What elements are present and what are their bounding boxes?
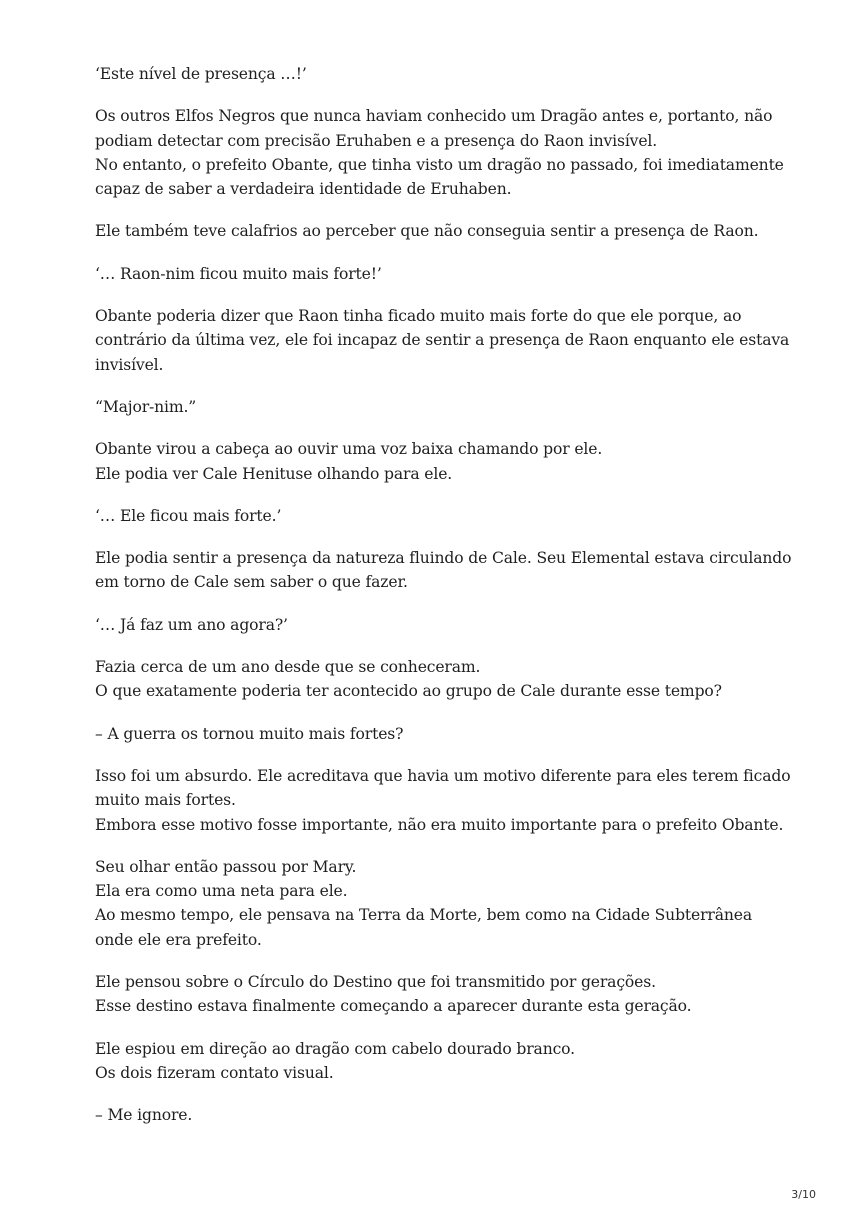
- paragraph: [95, 970, 795, 1019]
- paragraph: [95, 104, 795, 201]
- paragraph: [95, 395, 795, 419]
- text-line: podiam detectar com precisão Eruhaben e a presença do Raon invisível.: [95, 131, 658, 150]
- paragraph: [95, 262, 795, 286]
- text-line: “Major-nim.”: [95, 397, 197, 416]
- paragraph: [95, 1103, 795, 1127]
- document-body: [95, 62, 795, 1146]
- text-line: ‘… Já faz um ano agora?’: [95, 615, 288, 634]
- text-line: Seu olhar então passou por Mary.: [95, 857, 357, 876]
- text-line: Esse destino estava finalmente começando a aparecer durante esta geração.: [95, 997, 692, 1016]
- text-line: Ele podia sentir a presença da natureza fluindo de Cale. Seu Elemental estava circulando: [95, 549, 792, 568]
- text-line: invisível.: [95, 355, 164, 374]
- text-line: Ele podia ver Cale Henituse olhando para ele.: [95, 464, 453, 483]
- page-number: 3/10: [791, 1188, 816, 1201]
- text-line: Fazia cerca de um ano desde que se conheceram.: [95, 658, 481, 677]
- text-line: ‘… Raon-nim ficou muito mais forte!’: [95, 264, 382, 283]
- paragraph: [95, 855, 795, 952]
- text-line: Ao mesmo tempo, ele pensava na Terra da Morte, bem como na Cidade Subterrânea: [95, 906, 752, 925]
- paragraph: [95, 437, 795, 486]
- paragraph: [95, 764, 795, 837]
- paragraph: [95, 722, 795, 746]
- paragraph: [95, 546, 795, 595]
- text-line: – A guerra os tornou muito mais fortes?: [95, 724, 404, 743]
- paragraph: [95, 655, 795, 704]
- text-line: No entanto, o prefeito Obante, que tinha visto um dragão no passado, foi imediatamente: [95, 155, 784, 174]
- paragraph: [95, 304, 795, 377]
- paragraph: [95, 504, 795, 528]
- text-line: Obante poderia dizer que Raon tinha ficado muito mais forte do que ele porque, ao: [95, 307, 742, 326]
- text-line: Os dois fizeram contato visual.: [95, 1063, 334, 1082]
- text-line: Os outros Elfos Negros que nunca haviam conhecido um Dragão antes e, portanto, não: [95, 107, 773, 126]
- text-line: capaz de saber a verdadeira identidade de Eruhaben.: [95, 180, 512, 199]
- paragraph: [95, 613, 795, 637]
- text-line: contrário da última vez, ele foi incapaz de sentir a presença de Raon enquanto ele estava: [95, 331, 790, 350]
- text-line: Isso foi um absurdo. Ele acreditava que havia um motivo diferente para eles terem ficado: [95, 766, 791, 785]
- text-line: Ele também teve calafrios ao perceber que não conseguia sentir a presença de Raon.: [95, 222, 759, 241]
- text-line: – Me ignore.: [95, 1106, 193, 1125]
- text-line: muito mais fortes.: [95, 791, 236, 810]
- text-line: Ela era como uma neta para ele.: [95, 882, 348, 901]
- text-line: Ele pensou sobre o Círculo do Destino que foi transmitido por gerações.: [95, 973, 656, 992]
- text-line: ‘Este nível de presença …!’: [95, 65, 307, 83]
- text-line: Obante virou a cabeça ao ouvir uma voz baixa chamando por ele.: [95, 440, 603, 459]
- text-line: onde ele era prefeito.: [95, 930, 262, 949]
- text-line: O que exatamente poderia ter acontecido ao grupo de Cale durante esse tempo?: [95, 682, 722, 701]
- paragraph: [95, 1037, 795, 1086]
- text-line: ‘… Ele ficou mais forte.’: [95, 506, 282, 525]
- paragraph: [95, 62, 795, 86]
- text-line: Ele espiou em direção ao dragão com cabelo dourado branco.: [95, 1039, 575, 1058]
- paragraph: [95, 219, 795, 243]
- text-line: em torno de Cale sem saber o que fazer.: [95, 573, 408, 592]
- text-line: Embora esse motivo fosse importante, não era muito importante para o prefeito Obante.: [95, 815, 784, 834]
